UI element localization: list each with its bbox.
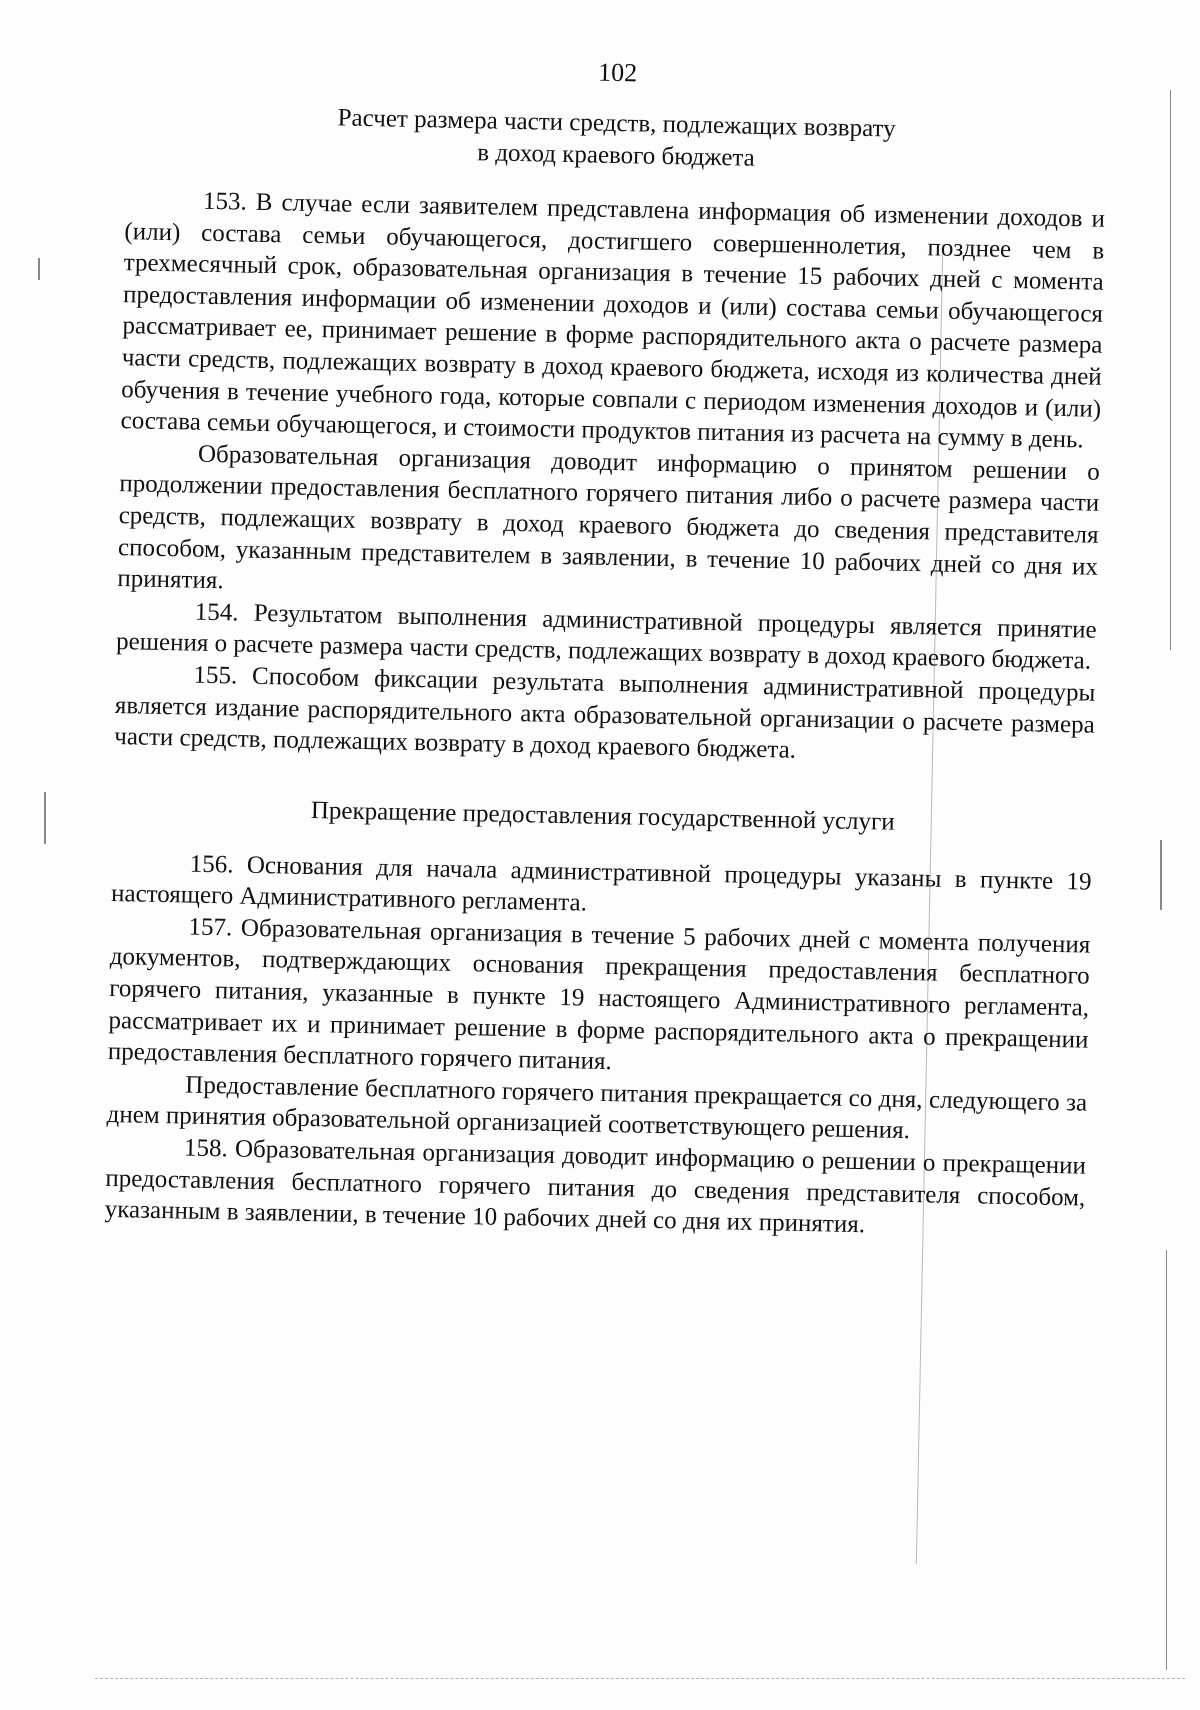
paragraph-156: 156. Основания для начала административной процедуры указаны в пункте 19 настоящего Административного регламента. xyxy=(110,850,1092,917)
left-margin-mark xyxy=(38,258,40,280)
paragraph-155: 155. Способом фиксации результата выполнения административной процедуры является издание распорядительного акта образовательной организации о расчете размера части средств, подлежащих возврату в доход краевого бюджета. xyxy=(114,661,1096,764)
section-title-refund-line2: в доход краевого бюджета xyxy=(477,139,756,172)
page-number: 102 xyxy=(597,57,638,88)
document-body xyxy=(104,48,1107,1245)
paragraph-158: 158. Образовательная организация доводит информацию о решении о прекращении предоставления бесплатного горячего питания до сведения представителя способом, указанным в заявлении, в течение 10 рабочих дней со дня их принятия. xyxy=(104,1134,1087,1239)
scan-edge-line xyxy=(95,1678,1185,1679)
paragraph-157-termination-date: Предоставление бесплатного горячего питания прекращается со дня, следующего за днем принятия образовательной организацией соответствующего решения. xyxy=(106,1071,1088,1145)
right-margin-mark xyxy=(1170,90,1171,650)
right-margin-mark xyxy=(1166,1250,1167,1670)
left-margin-mark xyxy=(44,792,46,844)
section-title-termination: Прекращение предоставления государственной услуги xyxy=(310,796,895,836)
paragraph-157: 157. Образовательная организация в течение 5 рабочих дней с момента получения документов, подтверждающих основания прекращения предоставления бесплатного горячего питания, указанные в пункте 19 настоящего Административного регламента, рассматривает их и принимает решение в форме распорядительного акта о прекращении предоставления бесплатного горячего питания. xyxy=(107,913,1091,1076)
section-title-refund-line1: Расчет размера части средств, подлежащих возврату xyxy=(337,104,896,143)
paragraph-153-notification: Образовательная организация доводит информацию о принятом решении о продолжении предоставления бесплатного горячего питания либо о расчете размера части средств, подлежащих возврату в доход краевого бюджета до сведения представителя способом, указанным представителем в заявлении, в течение 10 рабочих дней со дня их принятия. xyxy=(117,440,1101,595)
paragraph-153: 153. В случае если заявителем представлена информация об изменении доходов и (или) состава семьи обучающегося, достигшего совершеннолетия, позднее чем в трехмесячный срок, образовательная организация в течение 15 рабочих дней с момента предоставления информации об изменении доходов и (или) состава семьи обучающегося рассматривает ее, принимает решение в форме распорядительного акта о расчете размера части средств, подлежащих возврату в доход краевого бюджета, исходя из количества дней обучения в течение учебного года, которые совпали с периодом изменения доходов и (или) состава семьи обучающегося, и стоимости продуктов питания из расчета на сумму в день. xyxy=(120,187,1106,454)
paragraph-154: 154. Результатом выполнения административной процедуры является принятие решения о расчете размера части средств, подлежащих возврату в доход краевого бюджета. xyxy=(115,598,1097,675)
right-margin-mark xyxy=(1160,840,1162,910)
